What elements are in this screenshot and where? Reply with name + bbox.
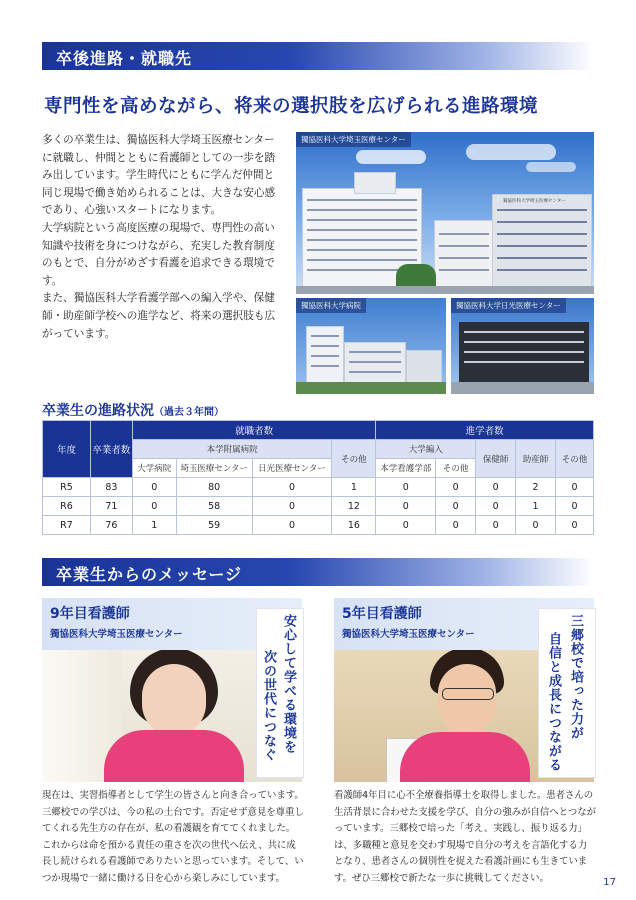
building — [406, 350, 442, 384]
table-cell: 2 — [516, 478, 556, 497]
card2-quote-line1: 三郷校で培った力が — [568, 614, 583, 740]
table-cell: 16 — [332, 516, 376, 535]
header-nursing-faculty: 本学看護学部 — [376, 459, 436, 478]
building — [344, 342, 406, 384]
table-cell: 1 — [516, 497, 556, 516]
cell-year: R7 — [43, 516, 91, 535]
lead-heading: 専門性を高めながら、将来の選択肢を広げられる進路環境 — [44, 96, 539, 117]
table-cell: 0 — [436, 478, 476, 497]
intro-paragraph: 大学病院という高度医療の現場で、専門性の高い知識や技術を身につけながら、充実した教育制度のもとで、自分がめざす看護を追求できる環境です。 — [42, 221, 275, 287]
intro-paragraph: 多くの卒業生は、獨協医科大学埼玉医療センターに就職し、仲間とともに看護師としての一歩を踏み出しています。学生時代にともに学んだ仲間と同じ現場で働き始められることは、大きな安心感であり、心強いスタートになります。 — [42, 134, 276, 217]
building-tower — [354, 172, 396, 194]
card1-quote-line1: 安心して学べる環境を — [281, 614, 296, 754]
table-cell: 0 — [252, 478, 332, 497]
photo-nikko-medical-center — [451, 298, 594, 394]
intro-text — [42, 132, 282, 343]
table-cell: 0 — [376, 516, 436, 535]
cloud — [526, 162, 576, 172]
card1-quote-line2: 次の世代につなぐ — [261, 650, 276, 762]
card2-quote-line2: 自信と成長につながる — [546, 632, 561, 772]
header-year: 年度 — [43, 421, 91, 478]
table-cell: 1 — [332, 478, 376, 497]
photo-saitama-medical-center — [296, 132, 594, 294]
table-cell: 0 — [436, 497, 476, 516]
table-cell: 0 — [476, 478, 516, 497]
card2-message: 看護師4年目に心不全療養指導士を取得しました。患者さんの生活背景に合わせた支援を学び、自分の強みが自信へとつながっています。三郷校で培った「考え、実践し、振り返る力」は、多職種と意見を交わす現場で自分の考えを言語化する力となり、患者さんの個別性を捉えた看護計画にも生きています。ぜひ三郷校で新たな一歩に挑戦してください。 — [334, 790, 596, 884]
photo-caption: 獨協医科大学埼玉医療センター — [296, 132, 411, 147]
ground — [296, 286, 594, 294]
building-right — [492, 194, 592, 288]
glasses — [442, 688, 494, 700]
header-employed: 就職者数 — [132, 421, 376, 440]
table-cell: 71 — [90, 497, 132, 516]
table-cell: 0 — [376, 478, 436, 497]
status-title: 卒業生の進路状況 — [42, 403, 154, 419]
table-cell: 0 — [376, 497, 436, 516]
header-affiliated: 本学附属病院 — [132, 440, 332, 459]
table-cell: 0 — [476, 516, 516, 535]
header-phn: 保健師 — [476, 440, 516, 478]
section-title: 卒後進路・就職先 — [56, 49, 193, 68]
card2-years: 5年目看護師 — [342, 606, 422, 622]
table-cell: 0 — [555, 478, 593, 497]
header-transfer-other: その他 — [436, 459, 476, 478]
header-saitama: 埼玉医療センター — [176, 459, 252, 478]
person-scrubs — [104, 730, 244, 782]
card1-message: 現在は、実習指導者として学生の皆さんと向き合っています。三郷校での学びは、今の私の土台です。否定せず意見を尊重してくれる先生方の存在が、私の看護観を育ててくれました。これからは命を預かる責任の重さを次の世代へ伝え、共に成長し続けられる看護師でありたいと思っています。そして、いつか現場で一緒に働ける日を心から楽しみにしています。 — [42, 790, 304, 884]
header-adv-other: その他 — [555, 440, 593, 478]
table-cell: 0 — [132, 497, 176, 516]
table-cell: 12 — [332, 497, 376, 516]
table-cell: 0 — [436, 516, 476, 535]
ground — [296, 382, 446, 394]
page-number: 17 — [603, 877, 616, 888]
table-cell: 76 — [90, 516, 132, 535]
intro-paragraph: また、獨協医科大学看護学部への編入学や、保健師・助産師学校への進学など、将来の選択肢も広がっています。 — [42, 292, 276, 340]
card2-hospital: 獨協医科大学埼玉医療センター — [342, 629, 475, 640]
table-cell: 80 — [176, 478, 252, 497]
table-cell: 0 — [555, 497, 593, 516]
person-face — [142, 664, 206, 736]
card1-years: 9年目看護師 — [50, 606, 130, 622]
header-transfer: 大学編入 — [376, 440, 476, 459]
section-header-career — [42, 42, 594, 70]
cell-year: R5 — [43, 478, 91, 497]
header-univ-hospital: 大学病院 — [132, 459, 176, 478]
building — [459, 322, 589, 384]
cloud — [356, 150, 426, 164]
photo-caption: 獨協医科大学日光医療センター — [451, 298, 566, 313]
status-note: （過去３年間） — [154, 407, 224, 418]
section-header-messages — [42, 558, 594, 586]
table-cell: 58 — [176, 497, 252, 516]
header-emp-other: その他 — [332, 440, 376, 478]
graduate-career-table — [42, 420, 594, 535]
table-row — [43, 497, 594, 516]
cell-year: R6 — [43, 497, 91, 516]
trees — [396, 264, 436, 288]
table-cell: 0 — [252, 497, 332, 516]
status-heading — [42, 400, 224, 420]
table-row — [43, 478, 594, 497]
header-nikko: 日光医療センター — [252, 459, 332, 478]
table-cell: 0 — [516, 516, 556, 535]
building-center — [434, 220, 494, 288]
building — [306, 326, 344, 384]
table-row — [43, 516, 594, 535]
ground — [451, 382, 594, 394]
section-title: 卒業生からのメッセージ — [56, 565, 243, 584]
building-sign: 獨協医科大学埼玉医療センター — [503, 199, 566, 204]
header-advanced: 進学者数 — [376, 421, 594, 440]
cloud — [466, 144, 556, 160]
header-graduates: 卒業者数 — [90, 421, 132, 478]
person-scrubs — [400, 732, 530, 782]
table-cell: 0 — [132, 478, 176, 497]
table-cell: 0 — [252, 516, 332, 535]
photo-university-hospital — [296, 298, 446, 394]
card1-hospital: 獨協医科大学埼玉医療センター — [50, 629, 183, 640]
table-cell: 1 — [132, 516, 176, 535]
table-cell: 0 — [555, 516, 593, 535]
photo-caption: 獨協医科大学病院 — [296, 298, 366, 313]
table-cell: 83 — [90, 478, 132, 497]
table-cell: 0 — [476, 497, 516, 516]
table-cell: 59 — [176, 516, 252, 535]
header-midwife: 助産師 — [516, 440, 556, 478]
